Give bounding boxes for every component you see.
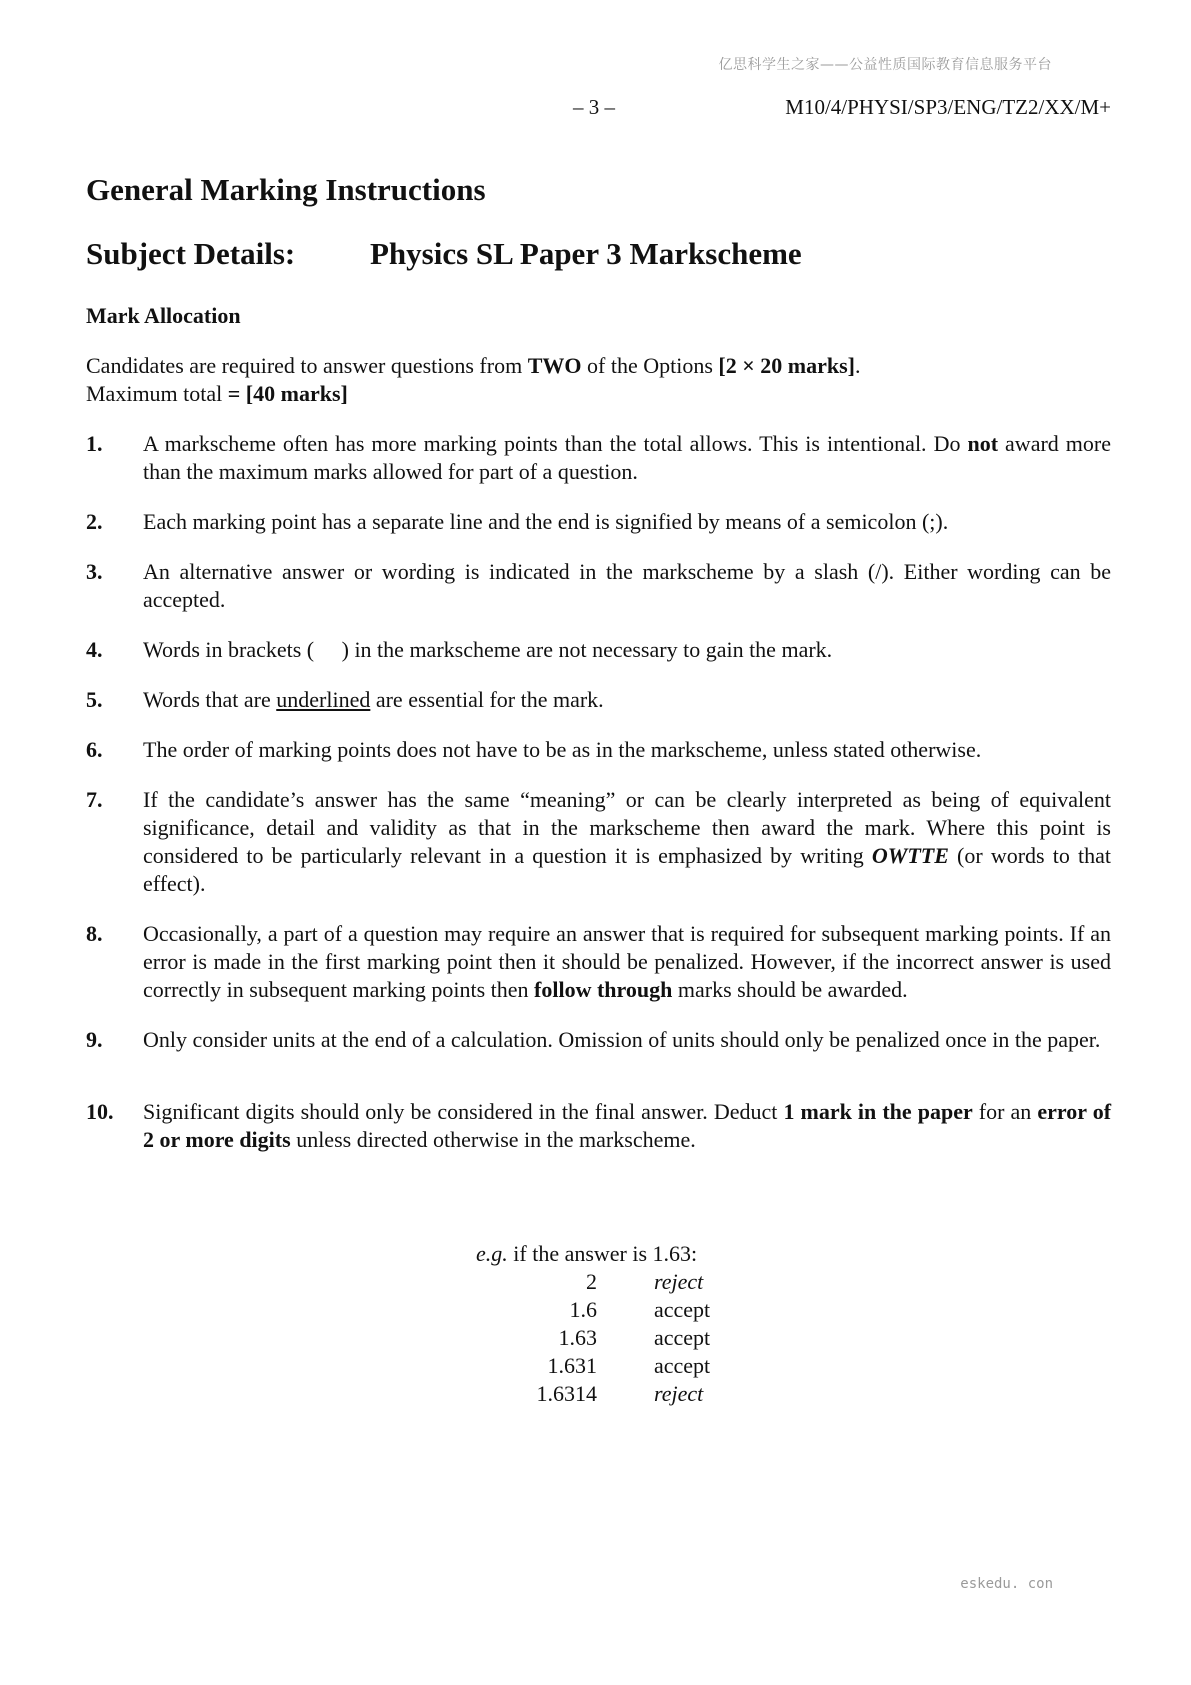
page-number: – 3 – bbox=[573, 95, 615, 119]
text-run-italic: e.g. bbox=[476, 1241, 508, 1266]
text-run: Maximum total bbox=[86, 381, 228, 406]
example-row bbox=[476, 1296, 726, 1324]
text-run: award more than the maximum marks allowed for part of a question. bbox=[143, 431, 1111, 484]
text-run-bold: TWO bbox=[527, 353, 582, 378]
text-run: Occasionally, a part of a question may require an answer that is required for subsequent marking points. If an error is made in the first marking point then it should be penalized. However, if the incorrect answer is used correctly in subsequent marking points then bbox=[143, 921, 1111, 1002]
subject-label: Subject Details: bbox=[86, 236, 296, 271]
text-run: of the Options bbox=[581, 353, 719, 378]
watermark-top: 亿思科学生之家——公益性质国际教育信息服务平台 bbox=[718, 57, 1052, 73]
subject-details bbox=[86, 234, 1111, 274]
text-run: marks should be awarded. bbox=[672, 977, 908, 1002]
allocation-line-2 bbox=[86, 380, 1111, 408]
mark-allocation-text bbox=[86, 352, 1111, 408]
example-value: 1.6314 bbox=[536, 1381, 597, 1406]
text-run-bold: follow through bbox=[534, 977, 673, 1002]
rule-item bbox=[86, 1026, 1111, 1054]
marking-rules-list bbox=[86, 430, 1111, 1154]
rule-item bbox=[86, 508, 1111, 536]
text-run-bold: [2 × 20 marks] bbox=[718, 353, 855, 378]
text-run: for an bbox=[972, 1099, 1038, 1124]
rule-item bbox=[86, 636, 1111, 664]
subject-value: Physics SL Paper 3 Markscheme bbox=[370, 236, 802, 271]
text-run-underlined: underlined bbox=[276, 687, 371, 712]
text-run-bold: = [40 marks] bbox=[227, 381, 348, 406]
document-code: M10/4/PHYSI/SP3/ENG/TZ2/XX/M+ bbox=[785, 95, 1111, 119]
example-result: reject bbox=[654, 1269, 704, 1294]
rule-number: 1. bbox=[86, 431, 103, 456]
rule-number: 10. bbox=[86, 1099, 114, 1124]
rule-item bbox=[86, 558, 1111, 614]
rule-text: The order of marking points does not have to be as in the markscheme, unless stated otherwise. bbox=[143, 737, 982, 762]
example-value: 2 bbox=[586, 1269, 597, 1294]
rule-number: 4. bbox=[86, 637, 103, 662]
text-run-bold-italic: OWTTE bbox=[871, 843, 949, 868]
example-result: accept bbox=[654, 1297, 711, 1322]
text-run: Candidates are required to answer questions from bbox=[86, 353, 528, 378]
main-content bbox=[86, 170, 1111, 1176]
rule-text: Each marking point has a separate line and the end is signified by means of a semicolon (;). bbox=[143, 509, 949, 534]
rule-text: Words in brackets ( ) in the markscheme are not necessary to gain the mark. bbox=[143, 637, 833, 662]
example-row bbox=[476, 1352, 726, 1380]
rule-text bbox=[143, 920, 1111, 1004]
rule-number: 2. bbox=[86, 509, 103, 534]
rule-number: 3. bbox=[86, 559, 103, 584]
text-run: Words that are bbox=[143, 687, 277, 712]
text-run-bold: error of 2 or more digits bbox=[143, 1099, 1112, 1152]
example-value: 1.6 bbox=[569, 1297, 597, 1322]
rule-number: 9. bbox=[86, 1027, 103, 1052]
text-run: (or words to that effect). bbox=[143, 843, 1111, 896]
rule-item bbox=[86, 736, 1111, 764]
example-row bbox=[476, 1380, 726, 1408]
text-run-bold: not bbox=[967, 431, 999, 456]
watermark-bottom: eskedu. con bbox=[960, 1576, 1053, 1592]
example-result: accept bbox=[654, 1353, 711, 1378]
rule-text: An alternative answer or wording is indicated in the markscheme by a slash (/). Either wording can be accepted. bbox=[143, 559, 1111, 612]
text-run: are essential for the mark. bbox=[370, 687, 604, 712]
page-title: General Marking Instructions bbox=[86, 172, 486, 207]
rule-text bbox=[143, 1098, 1111, 1154]
text-run: Significant digits should only be considered in the final answer. Deduct bbox=[143, 1099, 784, 1124]
rule-number: 8. bbox=[86, 921, 103, 946]
allocation-line-1 bbox=[86, 352, 1111, 380]
text-run-bold: 1 mark in the paper bbox=[783, 1099, 973, 1124]
rule-number: 6. bbox=[86, 737, 103, 762]
example-value: 1.63 bbox=[558, 1325, 597, 1350]
text-run: if the answer is 1.63: bbox=[507, 1241, 698, 1266]
text-run: unless directed otherwise in the markscheme. bbox=[290, 1127, 696, 1152]
example-intro bbox=[476, 1240, 697, 1268]
rule-item bbox=[86, 430, 1111, 486]
text-run: If the candidate’s answer has the same “meaning” or can be clearly interpreted as being of equivalent significance, detail and validity as that in the markscheme then award the mark. Where this point is considered to be particularly relevant in a question it is emphasized by writing bbox=[143, 787, 1111, 868]
rule-text bbox=[143, 430, 1111, 486]
rule-number: 5. bbox=[86, 687, 103, 712]
example-row bbox=[476, 1268, 726, 1296]
example-result: accept bbox=[654, 1325, 711, 1350]
rule-text bbox=[143, 686, 1111, 714]
text-run: . bbox=[854, 353, 861, 378]
example-result: reject bbox=[654, 1381, 704, 1406]
rule-item bbox=[86, 920, 1111, 1004]
rule-item bbox=[86, 786, 1111, 898]
example-row bbox=[476, 1324, 726, 1352]
rule-item bbox=[86, 1098, 1111, 1154]
mark-allocation-heading: Mark Allocation bbox=[86, 303, 241, 328]
rule-number: 7. bbox=[86, 787, 103, 812]
text-run: A markscheme often has more marking points than the total allows. This is intentional. Do bbox=[143, 431, 968, 456]
rule-text bbox=[143, 786, 1111, 898]
rule-item bbox=[86, 686, 1111, 714]
rule-text: Only consider units at the end of a calculation. Omission of units should only be penalized once in the paper. bbox=[143, 1027, 1101, 1052]
example-value: 1.631 bbox=[547, 1353, 597, 1378]
